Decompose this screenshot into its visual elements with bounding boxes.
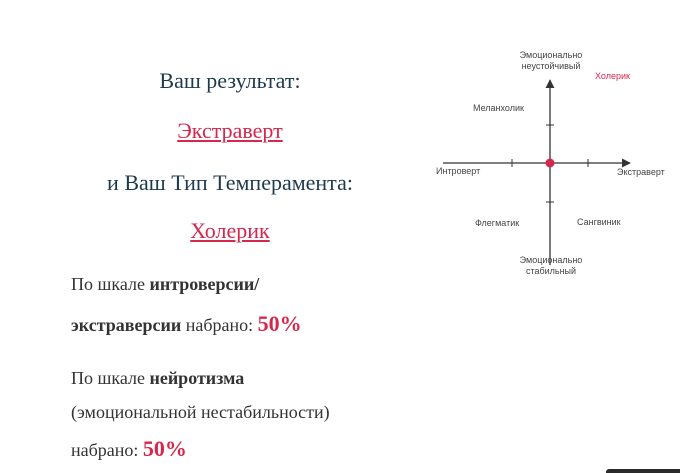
temperament-value-wrap bbox=[50, 218, 410, 244]
extraversion-percent: 50% bbox=[257, 311, 302, 336]
stat-text: По шкале bbox=[71, 368, 150, 388]
stat-text: набрано: bbox=[71, 440, 143, 460]
stat-text: (эмоциональной нестабильности) bbox=[71, 402, 330, 422]
bottom-axis-label-line2: стабильный bbox=[525, 266, 577, 276]
highlight-temperament-label: Холерик bbox=[595, 71, 630, 81]
quadrant-bottom-left-label: Флегматик bbox=[475, 218, 520, 228]
bottom-axis-label-line1: Эмоционально bbox=[519, 255, 583, 265]
stat-introversion-line2 bbox=[71, 313, 302, 336]
stat-text: набрано: bbox=[181, 315, 258, 335]
stat-neuroticism-line1 bbox=[71, 367, 244, 389]
stat-bold: нейротизма bbox=[149, 368, 245, 388]
stat-introversion-line1 bbox=[71, 273, 259, 295]
top-axis-label bbox=[519, 50, 583, 72]
bottom-corner-bar bbox=[606, 469, 680, 473]
type-value-wrap bbox=[50, 118, 410, 144]
stat-neuroticism-line2 bbox=[71, 401, 330, 423]
bottom-axis-label bbox=[519, 255, 583, 277]
result-marker bbox=[546, 159, 555, 168]
type-value-link[interactable]: Экстраверт bbox=[177, 118, 283, 143]
neuroticism-percent: 50% bbox=[142, 436, 187, 461]
quadrant-top-left-label: Меланхолик bbox=[473, 103, 524, 113]
stat-text: По шкале bbox=[71, 274, 150, 294]
quadrant-bottom-right-label: Сангвиник bbox=[577, 217, 621, 227]
result-heading: Ваш результат: bbox=[159, 68, 301, 93]
temperament-diagram bbox=[425, 40, 675, 285]
stat-bold: интроверсии/ bbox=[149, 274, 260, 294]
left-axis-label: Интроверт bbox=[436, 166, 481, 176]
right-axis-label: Экстраверт bbox=[617, 167, 665, 177]
top-axis-label-line1: Эмоционально bbox=[519, 50, 583, 60]
diagram-axes bbox=[425, 40, 675, 285]
stat-bold: экстраверсии bbox=[71, 315, 182, 335]
temperament-value-link[interactable]: Холерик bbox=[190, 218, 270, 243]
temperament-heading: и Ваш Тип Темперамента: bbox=[107, 170, 353, 195]
top-axis-label-line2: неустойчивый bbox=[521, 61, 581, 71]
stat-neuroticism-line3 bbox=[71, 438, 187, 461]
